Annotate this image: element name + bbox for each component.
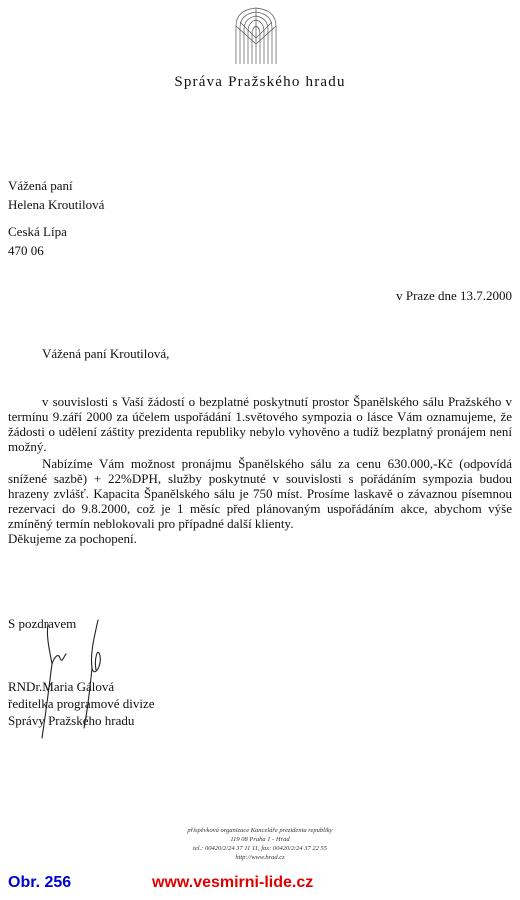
signer-title: ředitelka programové divize: [8, 696, 155, 711]
date-line: v Praze dne 13.7.2000: [396, 288, 512, 303]
footer-line-4: http://www.hrad.cz: [235, 854, 285, 861]
prague-castle-arch-logo-icon: [230, 4, 282, 66]
footer-line-1: příspěvková organizace Kanceláře prezidenta republiky: [187, 827, 333, 834]
salutation: Vážená paní Kroutilová,: [42, 346, 170, 361]
recipient-postal-code: 470 06: [8, 243, 44, 258]
letter-footer: [0, 826, 520, 862]
closing: S pozdravem: [8, 616, 77, 631]
recipient-block: [8, 176, 104, 214]
figure-caption: Obr. 256: [8, 874, 72, 891]
thanks-line: Děkujeme za pochopení.: [8, 531, 137, 546]
signer-block: [8, 678, 155, 729]
signer-name: RNDr.Maria Gálová: [8, 679, 115, 694]
signer-org: Správy Pražského hradu: [8, 713, 135, 728]
footer-line-3: tel.: 00420/2/24 37 11 11, fax: 00420/2/24 37 22 55: [193, 845, 327, 852]
paragraph-1: v souvislosti s Vaší žádostí o bezplatné poskytnutí prostor Španělského sálu Pražského v termínu 9.září 2000 za účelem uspořádání 1.světového sympozia o lásce Vám oznamujeme, že žádosti o udělení záštity prezidenta republiky nebylo vyhověno a tudíž bezplatný pronájem není možný.: [8, 394, 512, 454]
recipient-address: [8, 222, 67, 260]
recipient-name: Helena Kroutilová: [8, 197, 105, 212]
recipient-greeting: Vážená paní: [8, 178, 73, 193]
paragraph-2: Nabízíme Vám možnost pronájmu Španělského sálu za cenu 630.000,-Kč (odpovídá snížené sazbě) + 22%DPH, služby poskytnuté v souvislosti s pořádáním sympozia budou hrazeny zvlášť. Kapacita Španělského sálu je 750 míst. Prosíme laskavě o závaznou písemnou rezervaci do 9.8.2000, což je 1 měsíc před plánovaným uspořádáním akce, abychom výše zmíněný termín neblokovali pro případné další klienty.: [8, 456, 512, 531]
letter-body: [8, 394, 512, 546]
organization-title: Správa Pražského hradu: [174, 74, 346, 90]
footer-line-2: 119 08 Praha 1 - Hrad: [230, 836, 290, 843]
recipient-city: Ceská Lípa: [8, 224, 67, 239]
website-caption: www.vesmirni-lide.cz: [152, 874, 314, 891]
